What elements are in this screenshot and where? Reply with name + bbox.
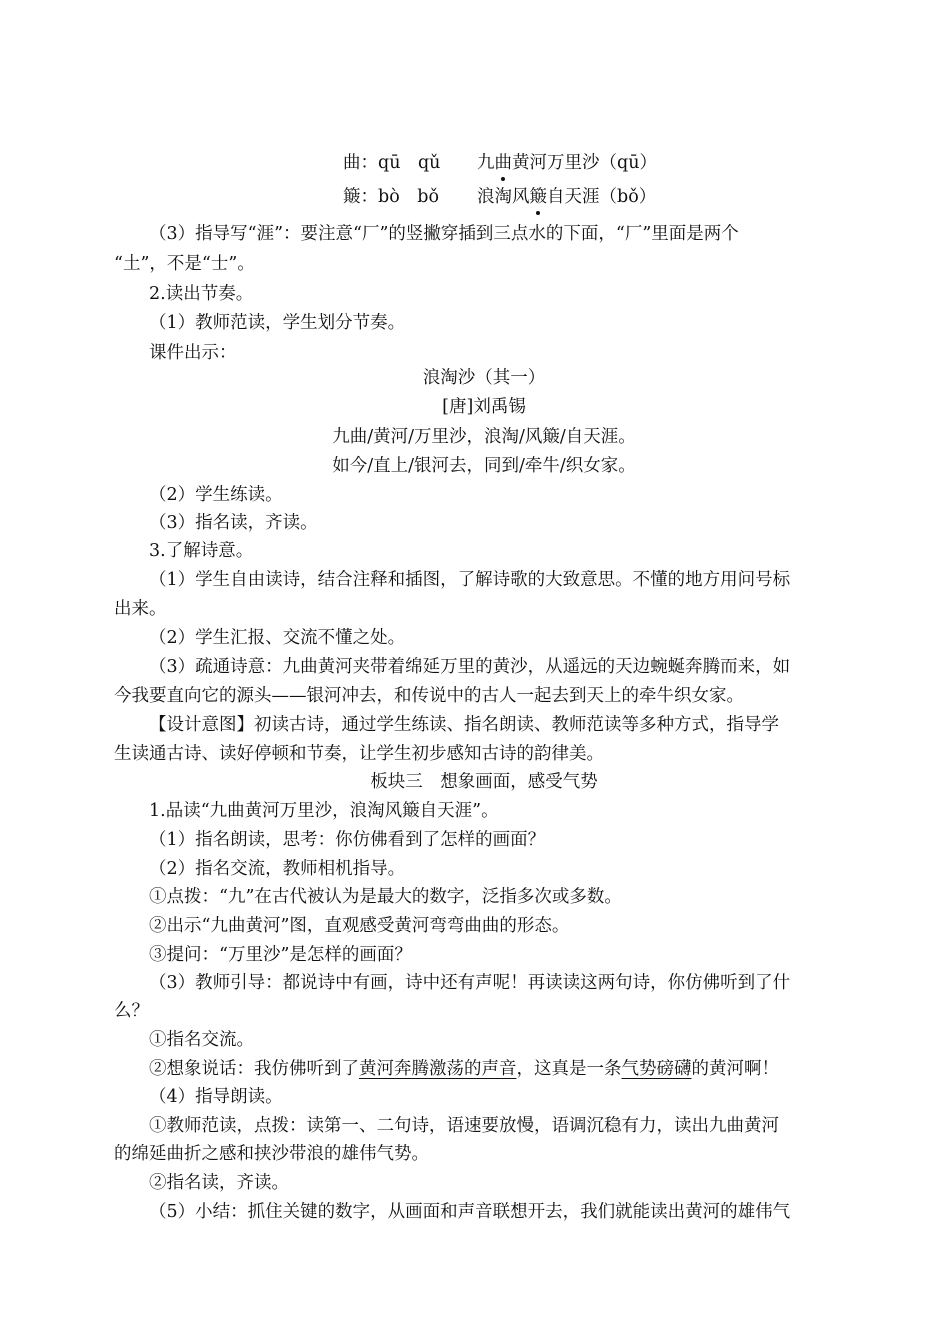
list-heading: 2.读出节奏。 — [149, 284, 254, 304]
paragraph-line: 出来。 — [114, 599, 167, 619]
paragraph-line: 生读通古诗、读好停顿和节奏，让学生初步感知古诗的韵律美。 — [114, 744, 604, 764]
paragraph-line: （4）指导朗读。 — [149, 1087, 283, 1107]
pronunciation-example: 浪淘风簸自天涯（bǒ） — [477, 182, 656, 212]
paragraph-line: （3）教师引导：都说诗中有画，诗中还有声呢！再读读这两句诗，你仿佛听到了什 — [149, 973, 791, 993]
paragraph-line: （1）学生自由读诗，结合注释和插图，了解诗歌的大致意思。不懂的地方用问号标 — [149, 570, 791, 590]
pronunciation-row — [343, 148, 440, 178]
underlined-phrase: 气势磅礴 — [621, 1059, 692, 1079]
paragraph-line: （5）小结：抓住关键的数字，从画面和声音联想开去，我们就能读出黄河的雄伟气 — [149, 1202, 791, 1222]
emphasis-dot-char: 簸 — [530, 182, 548, 212]
paragraph-line: （2）指名交流，教师相机指导。 — [149, 859, 406, 879]
poem-title: 浪淘沙（其一） — [422, 368, 546, 388]
paragraph-line: ②想象说话：我仿佛听到了黄河奔腾激荡的声音，这真是一条气势磅礴的黄河啊！ — [149, 1059, 779, 1079]
paragraph-line: （1）指名朗读，思考：你仿佛看到了怎样的画面？ — [149, 830, 546, 850]
paragraph-line: （1）教师范读，学生划分节奏。 — [149, 313, 406, 333]
paragraph-line: ①教师范读，点拨：读第一、二句诗，语速要放慢，语调沉稳有力，读出九曲黄河 — [149, 1116, 779, 1136]
paragraph-line: ①指名交流。 — [149, 1030, 254, 1050]
paragraph-line: ③提问：“万里沙”是怎样的画面？ — [149, 945, 412, 965]
poem-line: 九曲/黄河/万里沙，浪淘/风簸/自天涯。 — [332, 427, 636, 447]
design-intent: 【设计意图】初读古诗，通过学生练读、指名朗读、教师范读等多种方式，指导学 — [149, 715, 779, 735]
paragraph-line: （2）学生汇报、交流不懂之处。 — [149, 628, 406, 648]
paragraph-line: 今我要直向它的源头——银河冲去，和传说中的古人一起去到天上的牵牛织女家。 — [114, 686, 744, 706]
underlined-phrase: 黄河奔腾激荡的声音 — [359, 1059, 517, 1079]
poem-author: [唐]刘禹锡 — [442, 397, 526, 417]
paragraph-line: （2）学生练读。 — [149, 485, 283, 505]
paragraph-line: ②出示“九曲黄河”图，直观感受黄河弯弯曲曲的形态。 — [149, 916, 570, 936]
paragraph-line: “土”，不是“士”。 — [114, 254, 255, 274]
pron-sounds: qū qǔ — [378, 153, 441, 173]
poem-line: 如今/直上/银河去，同到/牵牛/织女家。 — [332, 456, 636, 476]
list-heading: 1.品读“九曲黄河万里沙，浪淘风簸自天涯”。 — [149, 801, 499, 821]
pron-char: 簸： — [343, 187, 378, 207]
paragraph-line: 么？ — [114, 1001, 149, 1021]
paragraph-line: 的绵延曲折之感和挟沙带浪的雄伟气势。 — [114, 1144, 429, 1164]
pronunciation-row — [343, 182, 439, 212]
emphasis-dot-char: 曲 — [495, 148, 513, 178]
paragraph-line: ①点拨：“九”在古代被认为是最大的数字，泛指多次或多数。 — [149, 887, 622, 907]
pron-sounds: bò bǒ — [378, 187, 439, 207]
paragraph-line: （3）指导写“涯”：要注意“厂”的竖撇穿插到三点水的下面，“厂”里面是两个 — [149, 224, 739, 244]
section-heading: 板块三 想象画面，感受气势 — [370, 772, 598, 792]
pronunciation-example: 九曲黄河万里沙（qū） — [477, 148, 657, 178]
list-heading: 3.了解诗意。 — [149, 541, 254, 561]
pron-char: 曲： — [343, 153, 378, 173]
paragraph-line: 课件出示： — [149, 343, 237, 363]
paragraph-line: ②指名读，齐读。 — [149, 1173, 289, 1193]
paragraph-line: （3）疏通诗意：九曲黄河夹带着绵延万里的黄沙，从遥远的天边蜿蜒奔腾而来，如 — [149, 657, 791, 677]
paragraph-line: （3）指名读，齐读。 — [149, 513, 318, 533]
